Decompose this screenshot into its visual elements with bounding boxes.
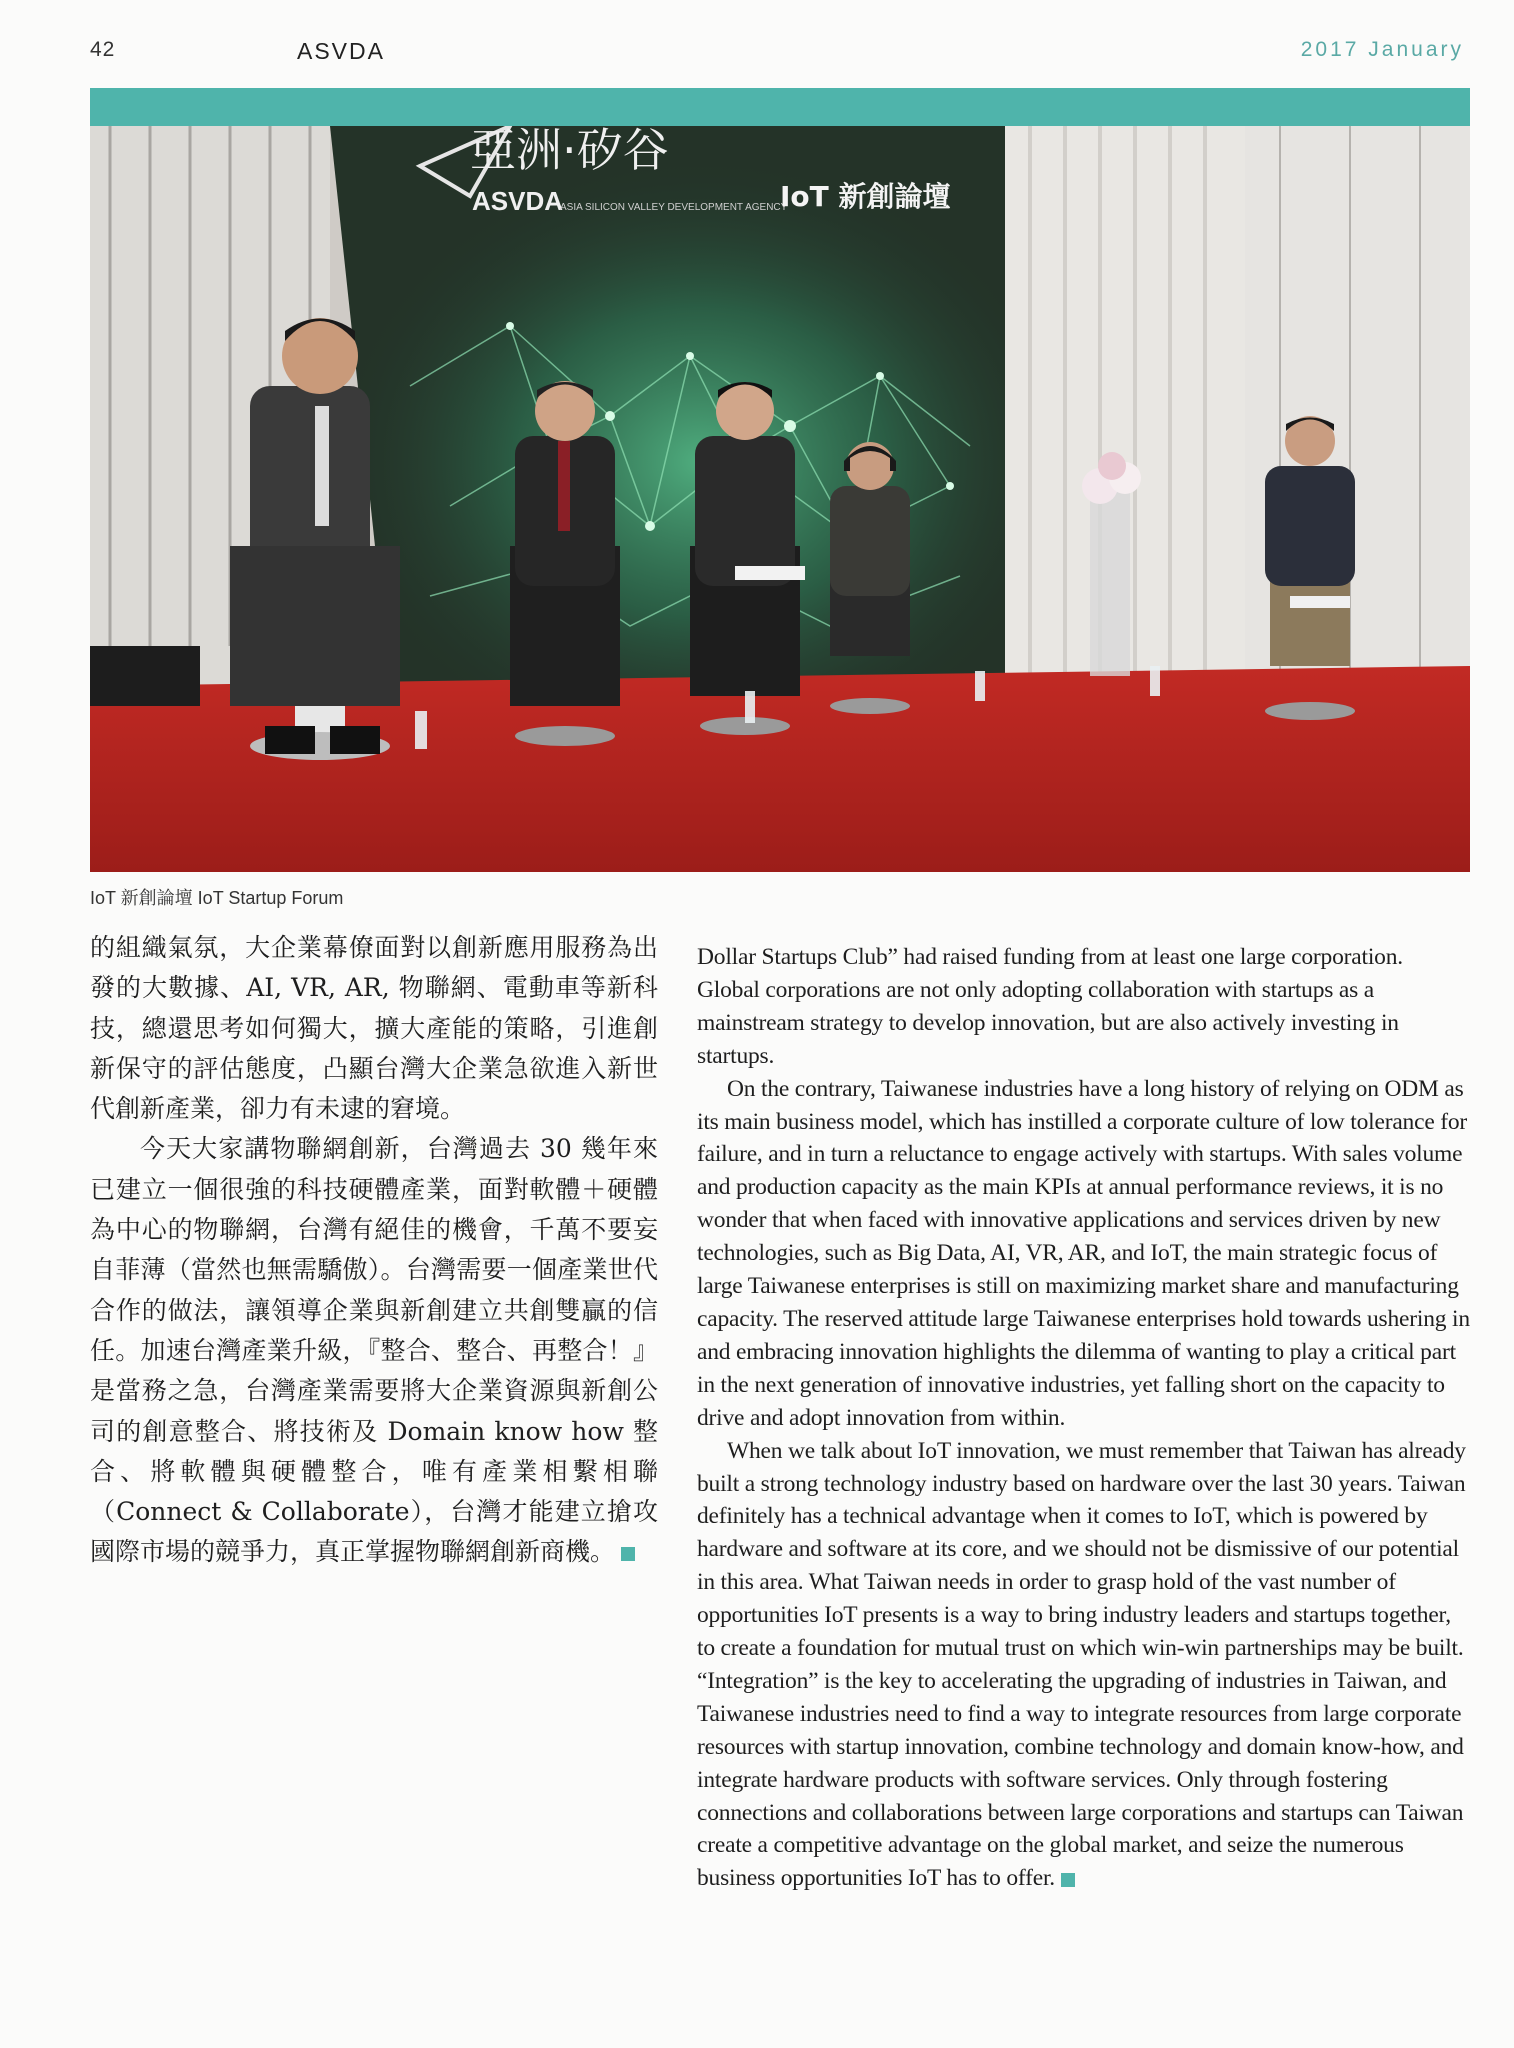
chinese-paragraph-2	[90, 1129, 658, 1572]
english-paragraph-3-text: When we talk about IoT innovation, we must remember that Taiwan has already built a strong technology industry based on hardware over the last 30 years. Taiwan definitely has a technical advantage when it comes to IoT, which is powered by hardware and software at its core, and we should not be dismissive of our potential in this area. What Taiwan needs in order to grasp hold of the vast number of opportunities IoT presents is a way to bring industry leaders and startups together, to create a foundation for mutual trust on which win-win partnerships may be built. “Integration” is the key to accelerating the upgrading of industries in Taiwan, and Taiwanese industries need to find a way to integrate resources from large corporate resources with startup innovation, combine technology and domain know-how, and integrate hardware products with software services. Only through fostering connections and collaborations between large corporations and startups can Taiwan create a competitive advantage on the global market, and seize the numerous business opportunities IoT has to offer.	[697, 1437, 1466, 1892]
english-article-column	[697, 941, 1470, 1895]
forum-photo-illustration	[90, 126, 1470, 872]
english-paragraph-2: On the contrary, Taiwanese industries have a long history of relying on ODM as its main business model, which has instilled a corporate culture of low tolerance for failure, and in turn a reluctance to engage actively with startups. With sales volume and production capacity as the main KPIs at annual performance reviews, it is no wonder that when faced with innovative applications and services driven by new technologies, such as Big Data, AI, VR, AR, and IoT, the main strategic focus of large Taiwanese enterprises is still on maximizing market share and manufacturing capacity. The reserved attitude large Taiwanese enterprises hold towards ushering in and embracing innovation highlights the dilemma of wanting to play a critical part in the next generation of innovative industries, yet falling short on the capacity to drive and adopt innovation from within.	[697, 1075, 1470, 1431]
teal-banner	[90, 88, 1470, 126]
page-number: 42	[90, 38, 116, 61]
backdrop-forum-title: IoT 新創論壇	[780, 180, 951, 213]
backdrop-agency: ASIA SILICON VALLEY DEVELOPMENT AGENCY	[560, 202, 788, 213]
english-paragraph-3	[697, 1435, 1470, 1896]
chinese-paragraph-2-text: 今天大家講物聯網創新，台灣過去 30 幾年來已建立一個很強的科技硬體產業，面對軟體＋硬體為中心的物聯網，台灣有絕佳的機會，千萬不要妄自菲薄（當然也無需驕傲）。台灣需要一個產業世代合作的做法，讓領導企業與新創建立共創雙贏的信任。加速台灣產業升級，『整合、整合、再整合！』是當務之急，台灣產業需要將大企業資源與新創公司的創意整合、將技術及 Domain know how 整合、將軟體與硬體整合，唯有產業相繫相聯（Connect & Collaborate），台灣才能建立搶攻國際市場的競爭力，真正掌握物聯網創新商機。	[90, 1134, 658, 1567]
forum-photo	[90, 126, 1470, 872]
end-mark-icon	[621, 1547, 635, 1561]
english-paragraph-1: Dollar Startups Club” had raised funding from at least one large corporation. Global corporations are not only adopting collaboration with startups as a mainstream strategy to develop innovation, but are also actively investing in startups.	[697, 944, 1403, 1069]
photo-caption: IoT 新創論壇 IoT Startup Forum	[90, 888, 344, 908]
chinese-paragraph-1: 的組織氣氛，大企業幕僚面對以創新應用服務為出發的大數據、AI, VR, AR, 物聯網、電動車等新科技，總還思考如何獨大，擴大產能的策略，引進創新保守的評估態度，凸顯台灣大企業急欲進入新世代創新產業，卻力有未逮的窘境。	[90, 933, 658, 1124]
end-mark-icon	[1061, 1873, 1075, 1887]
backdrop-logo-cn: 亞洲·矽谷	[470, 126, 669, 177]
magazine-brand: ASVDA	[297, 38, 385, 64]
chinese-article-column	[90, 928, 658, 1573]
backdrop-logo-en: ASVDA	[472, 186, 564, 216]
issue-date: 2017 January	[1300, 38, 1464, 61]
